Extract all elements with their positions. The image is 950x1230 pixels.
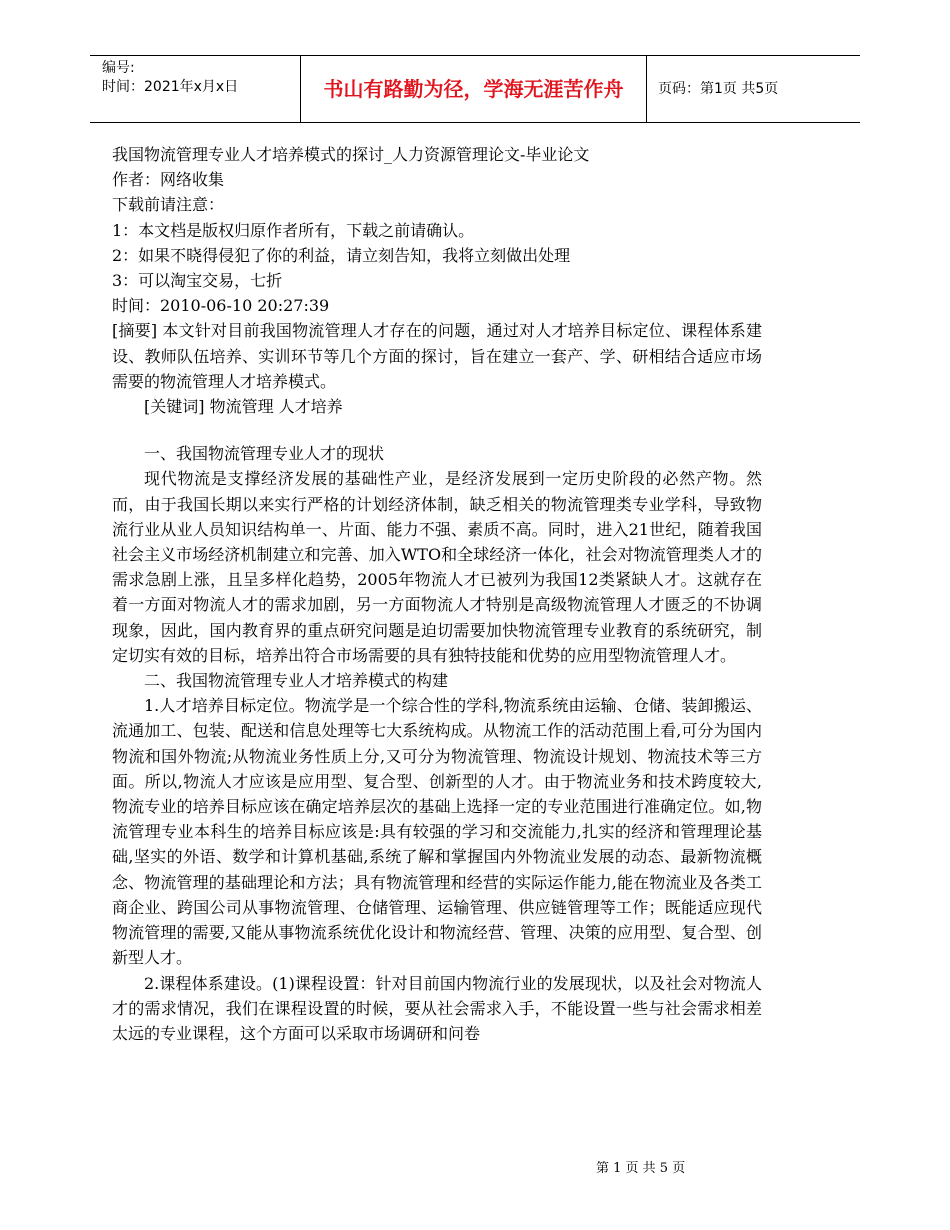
header-info [102, 59, 238, 97]
blank-line [112, 419, 762, 441]
body-paragraph: 现代物流是支撑经济发展的基础性产业，是经济发展到一定历史阶段的必然产物。然而，由于我国长期以来实行严格的计划经济体制，缺乏相关的物流管理类专业学科，导致物流行业从业人员知识结构单一、片面、能力不强、素质不高。同时，进入21世纪，随着我国社会主义市场经济机制建立和完善、加入WTO和全球经济一体化，社会对物流管理类人才的需求急剧上涨，且呈多样化趋势，2005年物流人才已被列为我国12类紧缺人才。这就存在着一方面对物流人才的需求加剧，另一方面物流人才特别是高级物流管理人才匮乏的不协调现象，因此，国内教育界的重点研究问题是迫切需要加快物流管理专业教育的系统研究，制定切实有效的目标，培养出符合市场需要的具有独特技能和优势的应用型物流管理人才。 [112, 469, 762, 665]
body-paragraph: 2.课程体系建设。(1)课程设置：针对目前国内物流行业的发展现状，以及社会对物流人才的需求情况，我们在课程设置的时候，要从社会需求入手，不能设置一些与社会需求相差太远的专业课程，这个方面可以采取市场调研和问卷 [112, 973, 762, 1043]
document-timestamp: 时间：2010-06-10 20:27:39 [112, 296, 330, 316]
page-footer: 第 1 页 共 5 页 [596, 1161, 686, 1176]
document-author: 作者：网络收集 [112, 170, 225, 190]
body-paragraph: 1.人才培养目标定位。物流学是一个综合性的学科,物流系统由运输、仓储、装卸搬运、流通加工、包装、配送和信息处理等七大系统构成。从物流工作的活动范围上看,可分为国内物流和国外物流;从物流业务性质上分,又可分为物流管理、物流设计规划、物流技术等三方面。所以,物流人才应该是应用型、复合型、创新型的人才。由于物流业务和技术跨度较大,物流专业的培养目标应该在确定培养层次的基础上选择一定的专业范围进行准确定位。如,物流管理专业本科生的培养目标应该是:具有较强的学习和交流能力,扎实的经济和管理理论基础,坚实的外语、数学和计算机基础,系统了解和掌握国内外物流业发展的动态、最新物流概念、物流管理的基础理论和方法；具有物流管理和经营的实际运作能力,能在物流业及各类工商企业、跨国公司从事物流管理、仓储管理、运输管理、供应链管理等工作；既能适应现代物流管理的需要,又能从事物流系统优化设计和物流经营、管理、决策的应用型、复合型、创新型人才。 [112, 696, 762, 968]
document-body [112, 142, 762, 1046]
notice-item: 2：如果不晓得侵犯了你的利益，请立刻告知，我将立刻做出处理 [112, 245, 571, 265]
header-page-number: 页码：第1页 共5页 [658, 81, 779, 97]
section-heading: 一、我国物流管理专业人才的现状 [144, 444, 385, 464]
section-heading: 二、我国物流管理专业人才培养模式的构建 [144, 671, 449, 691]
header-motto: 书山有路勤为径，学海无涯苦作舟 [300, 56, 647, 122]
notice-heading: 下载前请注意： [112, 195, 225, 215]
notice-item: 1：本文档是版权归原作者所有，下载之前请确认。 [112, 220, 475, 240]
document-title: 我国物流管理专业人才培养模式的探讨_人力资源管理论文-毕业论文 [112, 145, 590, 164]
document-number-label: 编号: [102, 60, 135, 76]
document-time-label: 时间：2021年x月x日 [102, 79, 239, 95]
notice-item: 3：可以淘宝交易，七折 [112, 271, 283, 291]
abstract-paragraph: [摘要] 本文针对目前我国物流管理人才存在的问题，通过对人才培养目标定位、课程体系建设、教师队伍培养、实训环节等几个方面的探讨，旨在建立一套产、学、研相结合适应市场需要的物流管理人才培养模式。 [112, 321, 762, 391]
keywords-line: [关键词] 物流管理 人才培养 [144, 397, 343, 417]
page-header [90, 55, 860, 123]
